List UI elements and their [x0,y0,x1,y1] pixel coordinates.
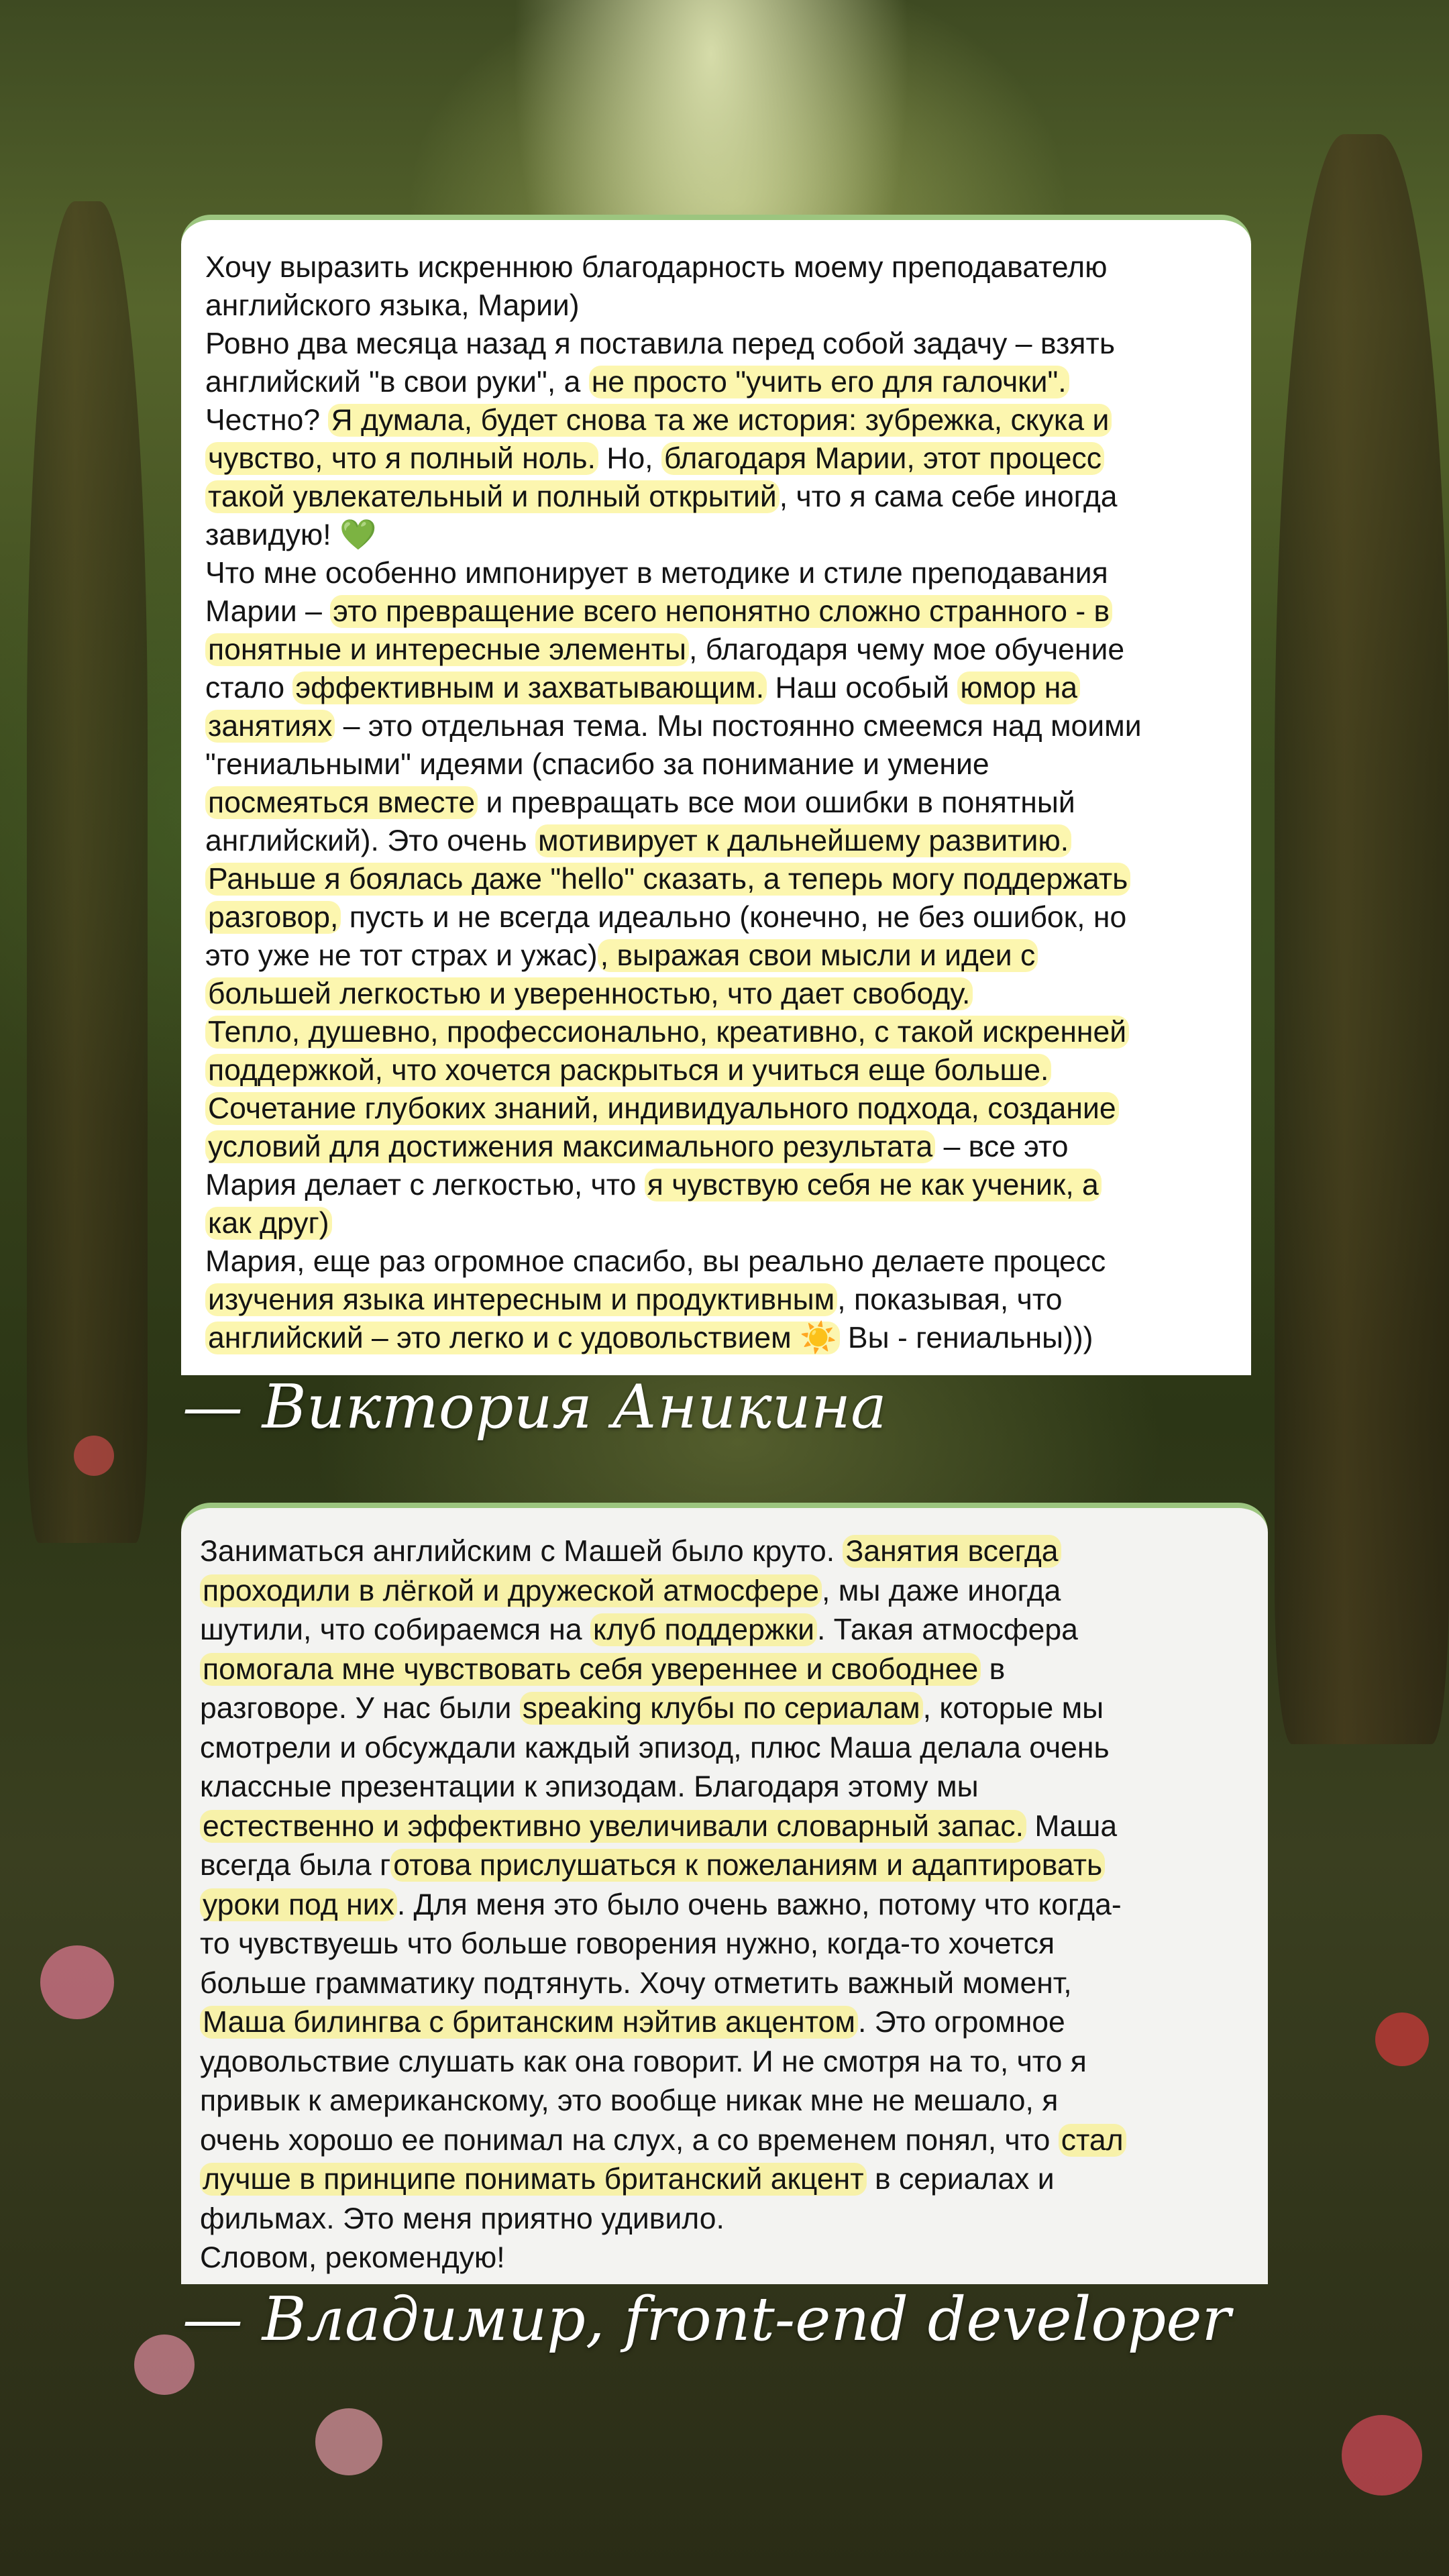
highlighted-phrase: юмор на занятиях [205,672,1080,743]
text-segment: , мы даже иногда шутили, что собираемся на [200,1574,1061,1646]
highlighted-phrase: speaking клубы по сериалам [520,1692,923,1725]
highlighted-phrase: помогала мне чувствовать себя увереннее и свободнее [200,1653,981,1686]
text-segment: . Это огромное удовольствие слушать как она говорит. И не смотря на то, что я привык к американскому, это вообще никак мне не мешало, я очень хорошо ее понимал на слух, а со временем понял, что [200,2006,1087,2157]
highlighted-phrase: я чувствую себя не как ученик, а как друг) [205,1169,1102,1240]
background-flower [1342,2415,1422,2496]
text-segment: – это отдельная тема. Мы постоянно смеемся над моими "гениальными" идеями (спасибо за понимание и умение [205,710,1142,781]
highlighted-phrase: мотивирует к дальнейшему развитию. Раньше я боялась даже "hello" сказать, а теперь могу поддержать разговор, [205,824,1130,934]
background-flower [40,1945,114,2019]
review-signature: — Виктория Аникина [182,1372,887,1442]
text-segment: Но, [598,442,661,475]
text-segment: и превращать все мои ошибки в понятный английский). Это очень [205,786,1075,857]
review-signature: — Владимир, front-end developer [182,2284,1231,2355]
review-card [181,1503,1268,2284]
highlighted-phrase: изучения языка интересным и продуктивным [205,1283,837,1316]
highlighted-phrase: Занятия всегда проходили в лёгкой и дружеской атмосфере [200,1535,1061,1607]
text-segment: , благодаря чему мое обучение стало [205,633,1125,704]
highlighted-phrase: естественно и эффективно увеличивали словарный запас. [200,1810,1026,1843]
text-segment: Честно? [205,404,321,437]
highlighted-phrase: это превращение всего непонятно сложно странного - в понятные и интересные элементы [205,595,1112,666]
background-flower [315,2408,382,2475]
text-segment: , что я сама себе иногда завидую! 💚 Что мне особенно импонирует в методике и стиле преподавания Марии – [205,480,1118,628]
text-segment: Вы - гениальны))) [839,1322,1093,1354]
highlighted-phrase: Маша билингва с британским нэйтив акцентом [200,2006,858,2039]
highlighted-phrase: не просто "учить его для галочки". [589,366,1069,398]
review-text [200,1532,1249,2278]
text-segment: Мария, еще раз огромное спасибо, вы реально делаете процесс [205,1245,1106,1278]
text-segment: Заниматься английским с Машей было круто. [200,1535,843,1568]
text-segment: Наш особый [767,672,958,704]
text-segment: в сериалах и фильмах. Это меня приятно удивило. Словом, рекомендую! [200,2163,1055,2274]
text-segment: – все это Мария делает с легкостью, что [205,1130,1069,1201]
text-segment: , показывая, что [837,1283,1063,1316]
background-flower [74,1436,114,1476]
highlighted-phrase: , выражая свои мысли и идеи с большей легкостью и уверенностью, что дает свободу. Тепло, душевно, профессионально, креативно, с такой искренней поддержкой, что хочется раскрыться и учиться еще больше. Сочетание глубоких знаний, индивидуального подхода, создание условий для достижения максимального результата [205,939,1129,1163]
highlighted-phrase: Я думала, будет снова та же история: зубрежка, скука и чувство, что я полный ноль. [205,404,1112,475]
text-segment: Хочу выразить искреннюю благодарность моему преподавателю английского языка, Марии) Ровно два месяца назад я поставила перед собой задачу – взять английский "в свои руки", а [205,251,1116,398]
text-segment: пусть и не всегда идеально (конечно, не без ошибок, но это уже не тот страх и ужас) [205,901,1127,972]
background-tree-trunk-left [27,201,148,1543]
text-segment: . Такая атмосфера [816,1613,1078,1646]
highlighted-phrase: посмеяться вместе [205,786,478,819]
highlighted-phrase: отова прислушаться к пожеланиям и адаптировать уроки под них [200,1849,1105,1921]
review-card [181,215,1251,1375]
highlighted-phrase: английский – это легко и с удовольствием ☀️ [205,1322,840,1354]
background-flower [1375,2012,1429,2066]
highlighted-phrase: стал лучше в принципе понимать британский акцент [200,2124,1126,2196]
review-text [205,248,1227,1357]
text-segment: . Для меня это было очень важно, потому что когда- то чувствуешь что больше говорения нужно, когда-то хочется больше грамматику подтянуть. Хочу отметить важный момент, [200,1888,1122,2000]
highlighted-phrase: эффективным и захватывающим. [292,672,767,704]
highlighted-phrase: клуб поддержки [590,1613,817,1646]
text-segment: в разговоре. У нас были [200,1652,1006,1725]
text-segment: Маша всегда была г [200,1809,1118,1882]
highlighted-phrase: благодаря Марии, этот процесс такой увлекательный и полный открытий [205,442,1104,513]
background-tree-trunk-right [1275,134,1449,1744]
text-segment: , которые мы смотрели и обсуждали каждый эпизод, плюс Маша делала очень классные презентации к эпизодам. Благодаря этому мы [200,1692,1110,1803]
